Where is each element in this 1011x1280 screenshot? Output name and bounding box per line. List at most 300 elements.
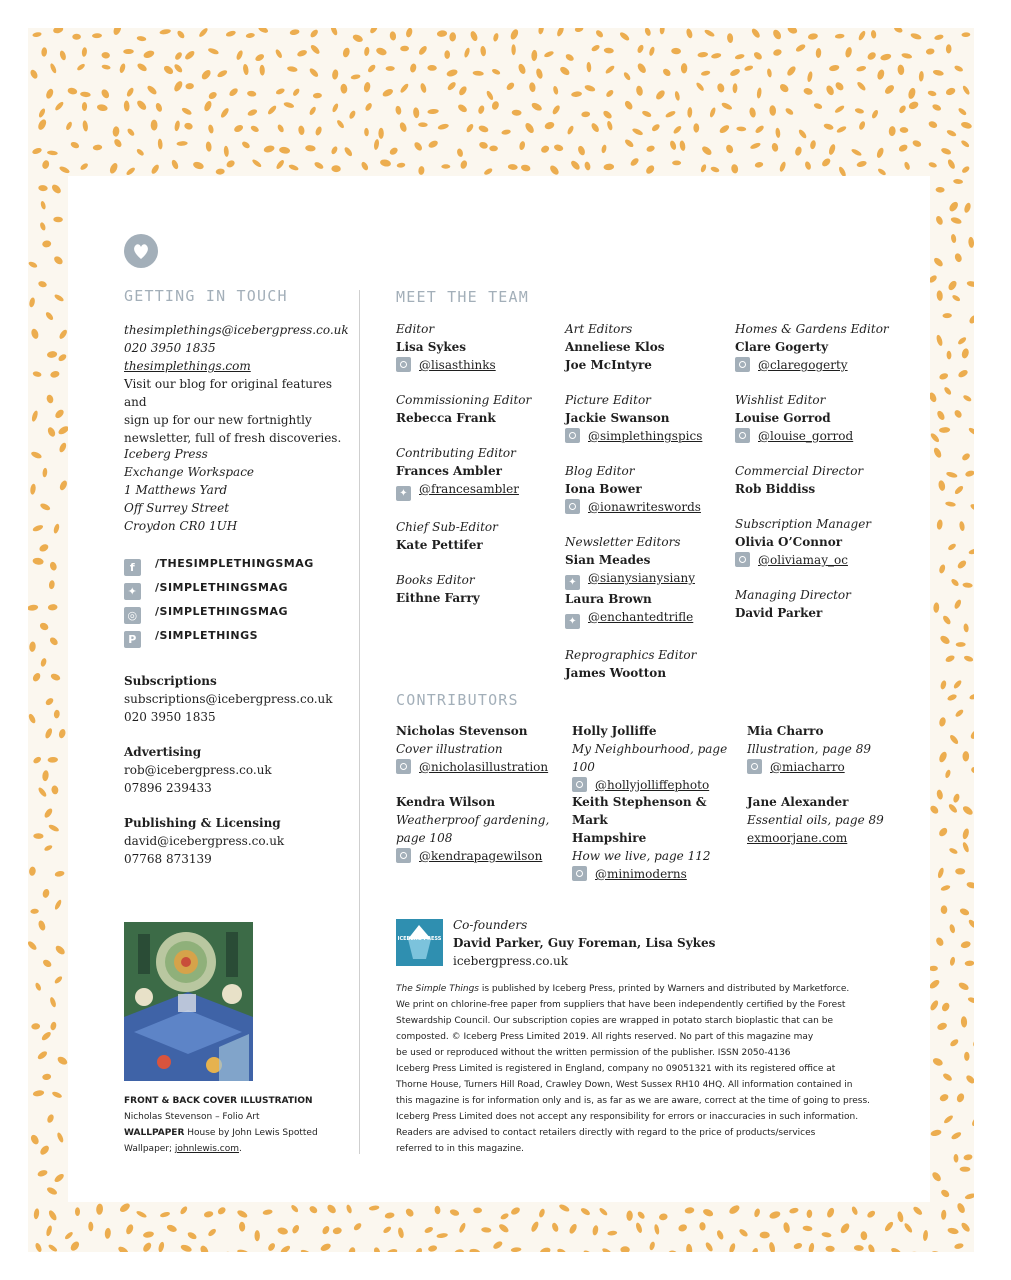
handle-link[interactable]: @oliviamay_oc: [758, 553, 848, 567]
wallpaper-dot: [314, 126, 322, 137]
social-instagram[interactable]: [124, 605, 314, 629]
logo-text: ICEBERG PRESS: [397, 936, 442, 942]
member-name: David Parker: [735, 606, 823, 620]
wallpaper-dot: [498, 1223, 510, 1234]
wallpaper-dot: [581, 111, 590, 117]
wallpaper-dot: [968, 237, 974, 248]
wallpaper-dot: [551, 104, 561, 115]
wallpaper-dot: [31, 1023, 40, 1030]
wallpaper-dot: [449, 1208, 460, 1217]
wallpaper-dot: [772, 28, 783, 40]
wallpaper-dot: [30, 909, 39, 915]
wallpaper-dot: [45, 88, 55, 100]
wallpaper-dot: [41, 159, 50, 169]
wallpaper-dot: [835, 33, 845, 39]
wallpaper-dot: [40, 657, 48, 667]
wallpaper-dot: [143, 1231, 155, 1239]
wallpaper-dot: [39, 1144, 51, 1156]
wallpaper-dot: [364, 128, 369, 137]
legal-line: Readers are advised to contact retailers directly with regard to the price of products/services: [396, 1128, 816, 1138]
handle-link[interactable]: @louise_gorrod: [758, 429, 854, 443]
handle-link[interactable]: @minimoderns: [595, 867, 687, 881]
wallpaper-dot: [28, 940, 38, 951]
wallpaper-dot: [834, 104, 845, 114]
wallpaper-dot: [29, 69, 39, 80]
member-name: Kate Pettifer: [396, 538, 483, 552]
wallpaper-dot: [946, 351, 951, 360]
wallpaper-dot: [964, 1192, 974, 1200]
wallpaper-dot: [80, 91, 91, 97]
instagram-icon: [396, 848, 411, 863]
wallpaper-dot: [509, 28, 520, 41]
role-label: Subscription Manager: [735, 517, 872, 531]
wallpaper-dot: [888, 126, 895, 136]
wallpaper-dot: [938, 717, 946, 728]
wallpaper-dot: [804, 161, 812, 171]
wallpaper-dot: [38, 185, 48, 192]
wallpaper-dot: [298, 125, 305, 135]
wallpaper-dot: [142, 1241, 153, 1252]
wallpaper-dot: [867, 1243, 876, 1252]
legal-text: [396, 981, 896, 1157]
wallpaper-dot: [418, 45, 429, 56]
wallpaper-dot: [158, 1241, 166, 1252]
wallpaper-dot: [893, 28, 903, 34]
wallpaper-dot: [598, 1207, 608, 1217]
wallpaper-dot: [113, 138, 123, 149]
address-line: Exchange Workspace: [124, 465, 255, 479]
wallpaper-dot: [709, 107, 717, 118]
wallpaper-dot: [962, 828, 970, 840]
wallpaper-dot: [459, 159, 468, 169]
wallpaper-dot: [929, 432, 940, 443]
cover-illustration: [124, 922, 253, 1081]
wallpaper-dot: [960, 121, 972, 130]
wallpaper-dot: [556, 28, 565, 37]
wallpaper-dot: [946, 44, 952, 53]
wallpaper-dot: [566, 125, 574, 135]
wallpaper-dot: [56, 1055, 68, 1066]
wallpaper-dot: [96, 104, 108, 112]
wallpaper-dot: [331, 103, 339, 113]
cover-caption-artist: Nicholas Stevenson – Folio Art: [124, 1112, 260, 1122]
wallpaper-text: .: [239, 1144, 242, 1154]
instagram-icon: [396, 357, 411, 372]
wallpaper-dot: [559, 65, 571, 76]
wallpaper-dot: [29, 1133, 40, 1145]
wallpaper-dot: [505, 81, 515, 91]
wallpaper-dot: [453, 1248, 464, 1252]
wallpaper-dot: [672, 125, 682, 135]
instagram-icon: [735, 552, 750, 567]
wallpaper-dot: [492, 33, 499, 43]
wallpaper-dot: [53, 523, 61, 534]
wallpaper-dot: [396, 162, 405, 168]
wallpaper-dot: [654, 1224, 661, 1235]
wallpaper-dot: [968, 314, 974, 325]
twitter-icon: ✦: [396, 486, 411, 501]
wallpaper-dot: [942, 614, 952, 625]
wallpaper-dot: [753, 1208, 761, 1218]
wallpaper-dot: [96, 1203, 104, 1215]
wallpaper-dot: [347, 1246, 356, 1252]
contributor-card: [396, 793, 561, 865]
publishing-phone: 07768 873139: [124, 852, 212, 866]
wallpaper-dot: [623, 71, 632, 81]
wallpaper-dot: [434, 1206, 441, 1215]
wallpaper-dot: [936, 1021, 948, 1031]
wallpaper-dot: [446, 68, 459, 77]
contributor-name: Jane Alexander: [747, 795, 849, 809]
wallpaper-dot: [786, 65, 798, 77]
wallpaper-dot: [954, 252, 963, 263]
wallpaper-dot: [648, 46, 655, 56]
wallpaper-dot: [340, 84, 347, 94]
wallpaper-dot: [795, 43, 807, 53]
wallpaper-dot: [481, 1227, 492, 1233]
wallpaper-dot: [961, 348, 970, 360]
wallpaper-dot: [70, 141, 80, 150]
wallpaper-dot: [939, 427, 951, 433]
wallpaper-dot: [931, 103, 942, 112]
wallpaper-dot: [968, 427, 974, 437]
wallpaper-dot: [903, 161, 911, 171]
member-name: Sian Meades: [565, 553, 651, 567]
wallpaper-dot: [959, 907, 970, 916]
contact-email[interactable]: thesimplethings@icebergpress.co.uk: [124, 323, 349, 337]
wallpaper-dot: [397, 1227, 404, 1239]
wallpaper-dot: [871, 30, 877, 39]
contributor-name: Nicholas Stevenson: [396, 724, 528, 738]
getting-in-touch-heading: GETTING IN TOUCH: [124, 287, 288, 305]
wallpaper-dot: [769, 1210, 782, 1220]
wallpaper-dot: [553, 143, 564, 152]
wallpaper-dot: [44, 697, 54, 707]
handle-link[interactable]: @sianysianysiany: [588, 571, 695, 585]
wallpaper-dot: [348, 110, 357, 120]
wallpaper-dot: [684, 1207, 694, 1214]
wallpaper-dot: [604, 47, 614, 53]
wallpaper-dot: [858, 120, 866, 130]
wallpaper-dot: [126, 87, 135, 98]
website-link[interactable]: thesimplethings.com: [124, 359, 251, 373]
wallpaper-dot: [501, 129, 511, 136]
wallpaper-dot: [386, 1248, 398, 1252]
wallpaper-dot: [960, 1167, 971, 1172]
wallpaper-dot: [794, 146, 803, 157]
wallpaper-dot: [237, 1249, 249, 1252]
heart-icon: [124, 234, 158, 268]
handle-link[interactable]: @lisasthinks: [419, 358, 496, 372]
wallpaper-dot: [428, 1245, 438, 1252]
wallpaper-dot: [28, 604, 39, 611]
subscriptions-email[interactable]: subscriptions@icebergpress.co.uk: [124, 692, 333, 706]
wallpaper-dot: [910, 1251, 922, 1252]
wallpaper-dot: [623, 99, 634, 110]
wallpaper-dot: [710, 166, 720, 174]
wallpaper-dot: [39, 621, 50, 631]
instagram-icon: [396, 759, 411, 774]
wallpaper-dot: [76, 63, 86, 72]
wallpaper-dot: [624, 138, 635, 148]
wallpaper-dot: [946, 471, 958, 479]
wallpaper-dot: [672, 160, 681, 165]
wallpaper-dot: [969, 503, 974, 512]
wallpaper-dot: [395, 105, 402, 115]
wallpaper-dot: [952, 793, 960, 804]
wallpaper-dot: [738, 1228, 749, 1238]
wallpaper-dot: [93, 144, 103, 150]
wallpaper-dot: [413, 141, 424, 152]
wallpaper-dot: [101, 64, 111, 70]
wallpaper-dot: [409, 63, 417, 73]
wallpaper-dot: [29, 641, 36, 652]
wallpaper-dot: [938, 372, 948, 381]
wallpaper-dot: [530, 101, 543, 112]
member-name: Eithne Farry: [396, 591, 480, 605]
wallpaper-dot: [529, 82, 537, 93]
wallpaper-dot: [940, 1188, 951, 1198]
contributor-desc: My Neighbourhood, page 100: [572, 742, 728, 774]
wallpaper-dot: [539, 1246, 552, 1252]
wallpaper-dot: [948, 847, 958, 855]
wallpaper-dot: [626, 1210, 633, 1221]
wallpaper-dot: [856, 160, 867, 168]
handle-link[interactable]: @enchantedtrifle: [588, 610, 694, 624]
wallpaper-dot: [967, 996, 974, 1004]
advertising-block: [124, 743, 272, 797]
wallpaper-dot: [807, 33, 818, 41]
wallpaper-dot: [59, 50, 67, 61]
wallpaper-dot: [953, 409, 963, 419]
wallpaper-dot: [631, 127, 643, 136]
handle-link[interactable]: @miacharro: [770, 760, 845, 774]
wallpaper-dot: [313, 161, 324, 170]
wallpaper-dot: [283, 101, 295, 109]
wallpaper-dot: [969, 728, 974, 740]
wallpaper-dot: [956, 559, 967, 570]
johnlewis-link[interactable]: johnlewis.com: [174, 1144, 240, 1154]
wallpaper-dot: [381, 87, 394, 98]
wallpaper-dot: [896, 1211, 904, 1223]
wallpaper-dot: [259, 65, 265, 76]
wallpaper-dot: [871, 109, 880, 119]
handle-link[interactable]: @claregogerty: [758, 358, 848, 372]
wallpaper-dot: [123, 49, 134, 54]
wallpaper-dot: [28, 261, 38, 269]
social-facebook[interactable]: [124, 557, 314, 581]
wallpaper-dot: [342, 47, 351, 58]
wallpaper-text: Wallpaper;: [124, 1144, 175, 1154]
social-label: /THESIMPLETHINGSMAG: [155, 557, 314, 570]
wallpaper-dot: [620, 1246, 630, 1252]
wallpaper-dot: [962, 582, 973, 588]
wallpaper-dot: [51, 785, 59, 795]
wallpaper-dot: [53, 1172, 65, 1183]
wallpaper-dot: [245, 32, 255, 38]
wallpaper-dot: [935, 215, 944, 226]
wallpaper-dot: [956, 1202, 967, 1214]
role-label: Newsletter Editors: [565, 535, 681, 549]
handle-link[interactable]: @simplethingspics: [588, 429, 703, 443]
wallpaper-dot: [241, 140, 251, 149]
wallpaper-dot: [961, 32, 970, 37]
legal-line: composted. © Iceberg Press Limited 2019. All rights reserved. No part of this magazine may: [396, 1032, 814, 1042]
social-pinterest[interactable]: [124, 629, 314, 653]
wallpaper-dot: [100, 88, 111, 100]
wallpaper-dot: [950, 216, 962, 225]
wallpaper-dot: [603, 163, 614, 170]
wallpaper-dot: [728, 1204, 741, 1216]
wallpaper-dot: [136, 148, 145, 157]
wallpaper-dot: [58, 442, 68, 454]
advertising-email[interactable]: rob@icebergpress.co.uk: [124, 763, 272, 777]
wallpaper-dot: [940, 1001, 950, 1012]
wallpaper-dot: [119, 63, 127, 74]
contributor-name: Kendra Wilson: [396, 795, 496, 809]
wallpaper-dot: [308, 67, 319, 78]
wallpaper-dot: [242, 64, 249, 76]
wallpaper-dot: [88, 1222, 93, 1232]
publishing-email[interactable]: david@icebergpress.co.uk: [124, 834, 285, 848]
wallpaper-dot: [413, 107, 420, 118]
legal-line: We print on chlorine-free paper from suppliers that have been independently certified by the Forest: [396, 1000, 846, 1010]
handle-link[interactable]: @kendrapagewilson: [419, 849, 543, 863]
role-label: Commercial Director: [735, 464, 864, 478]
wallpaper-dot: [373, 1246, 381, 1252]
wallpaper-dot: [928, 161, 937, 168]
address-line: Croydon CR0 1UH: [124, 519, 238, 533]
wallpaper-dot: [524, 121, 536, 134]
wallpaper-dot: [254, 53, 265, 63]
wallpaper-dot: [778, 82, 790, 93]
contributor-card: [747, 722, 897, 776]
wallpaper-dot: [404, 1207, 415, 1218]
social-twitter[interactable]: [124, 581, 314, 605]
wallpaper-dot: [207, 47, 219, 55]
wallpaper-dot: [46, 394, 55, 404]
wallpaper-dot: [580, 1207, 591, 1217]
wallpaper-dot: [29, 866, 37, 876]
wallpaper-dot: [699, 1222, 706, 1231]
pinterest-icon: P: [124, 631, 141, 648]
wallpaper-dot: [821, 157, 832, 168]
wallpaper-dot: [42, 958, 53, 968]
wallpaper-dot: [854, 107, 864, 114]
wallpaper-dot: [43, 844, 53, 852]
wallpaper-dot: [949, 956, 956, 966]
wallpaper-dot: [275, 87, 285, 95]
wallpaper-dot: [176, 29, 186, 39]
advertising-phone: 07896 239433: [124, 781, 212, 795]
wallpaper-dot: [736, 126, 746, 131]
wallpaper-dot: [749, 142, 761, 151]
wallpaper-dot: [925, 48, 934, 55]
wallpaper-dot: [75, 1207, 80, 1216]
wallpaper-dot: [681, 63, 688, 74]
wallpaper-dot: [235, 49, 244, 60]
wallpaper-dot: [108, 162, 119, 175]
wallpaper-dot: [945, 86, 957, 96]
address-line: Iceberg Press: [124, 447, 208, 461]
wallpaper-dot: [151, 120, 158, 131]
wallpaper-dot: [43, 807, 54, 819]
wallpaper-dot: [72, 34, 81, 40]
wallpaper-dot: [935, 936, 945, 947]
wallpaper-dot: [203, 100, 213, 112]
legal-line: Iceberg Press Limited is registered in England, company no 09051321 with its registered office at: [396, 1064, 836, 1074]
wallpaper-dot: [590, 122, 600, 133]
publishing-block: [124, 814, 284, 868]
handle-link[interactable]: @hollyjolliffephoto: [595, 778, 710, 792]
wallpaper-dot: [729, 68, 741, 78]
wallpaper-dot: [136, 99, 148, 112]
handle-link[interactable]: @ionawriteswords: [588, 500, 701, 514]
wallpaper-dot: [951, 294, 961, 302]
wallpaper-dot: [932, 256, 944, 268]
wallpaper-dot: [53, 975, 63, 985]
wallpaper-dot: [754, 161, 763, 168]
wallpaper-dot: [654, 89, 666, 101]
wallpaper-dot: [531, 50, 537, 61]
wallpaper-dot: [548, 164, 560, 176]
cofounders-site[interactable]: icebergpress.co.uk: [453, 954, 569, 968]
wallpaper-dot: [65, 121, 73, 131]
wallpaper-dot: [313, 93, 322, 99]
wallpaper-dot: [970, 766, 974, 775]
wallpaper-dot: [825, 84, 836, 96]
wallpaper-dot: [816, 48, 822, 58]
wallpaper-dot: [535, 68, 544, 80]
wallpaper-dot: [436, 1233, 448, 1239]
wallpaper-dot: [427, 139, 439, 149]
wallpaper-dot: [962, 394, 972, 403]
wallpaper-dot: [950, 578, 960, 588]
wallpaper-dot: [574, 28, 584, 33]
wallpaper-dot: [947, 279, 958, 291]
wallpaper-dot: [771, 142, 779, 152]
wallpaper-dot: [789, 1207, 799, 1214]
contributor-name: Mia Charro: [747, 724, 824, 738]
wallpaper-dot: [58, 728, 67, 739]
wallpaper-dot: [291, 1224, 301, 1235]
wallpaper-dot: [942, 1072, 953, 1082]
wallpaper-dot: [686, 1244, 693, 1252]
website-link[interactable]: exmoorjane.com: [747, 831, 848, 845]
wallpaper-dot: [930, 1129, 942, 1137]
wallpaper-dot: [938, 751, 948, 764]
wallpaper-dot: [772, 48, 782, 57]
wallpaper-dot: [184, 49, 196, 61]
wallpaper-dot: [42, 468, 48, 478]
legal-line: Stewardship Council. Our subscription copies are wrapped in potato starch bioplastic that can be: [396, 1016, 834, 1026]
handle-link[interactable]: @nicholasillustration: [419, 760, 549, 774]
wallpaper-dot: [418, 122, 428, 127]
handle-link[interactable]: @francesambler: [419, 482, 519, 496]
role-label: Books Editor: [396, 573, 475, 587]
wallpaper-dot: [946, 129, 957, 138]
wallpaper-dot: [584, 161, 592, 171]
wallpaper-dot: [551, 1222, 560, 1233]
wallpaper-dot: [883, 83, 895, 95]
wallpaper-dot: [564, 53, 575, 63]
wallpaper-dot: [112, 126, 119, 137]
wallpaper-dot: [64, 1231, 74, 1241]
contributor-card: [572, 722, 737, 794]
wallpaper-dot: [693, 123, 699, 132]
wallpaper-dot: [716, 83, 725, 94]
wallpaper-dot: [756, 87, 762, 99]
